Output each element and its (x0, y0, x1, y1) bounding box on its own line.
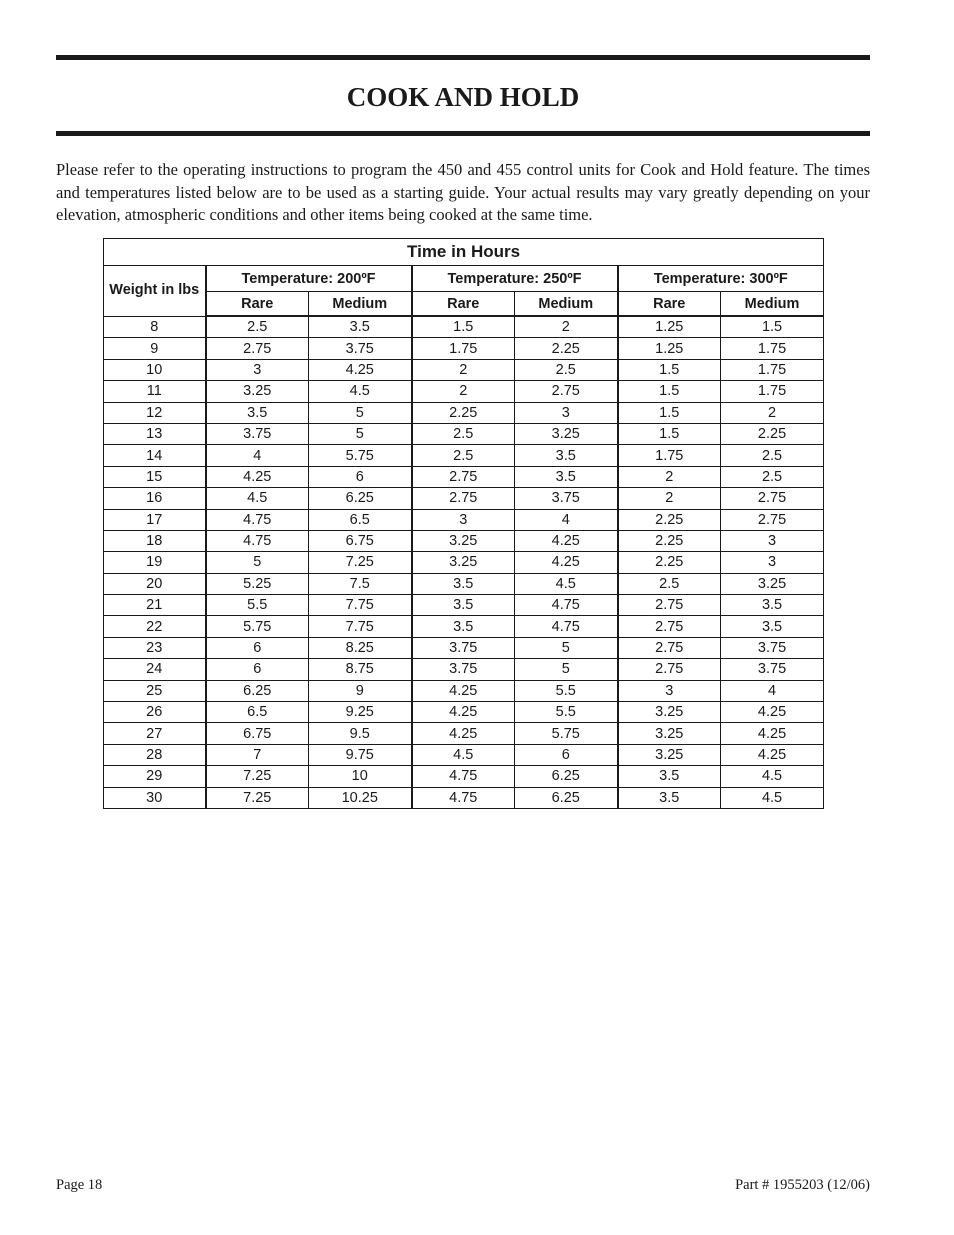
table-row (104, 488, 824, 509)
time-cell: 1.5 (618, 381, 721, 402)
time-cell: 2.75 (412, 488, 515, 509)
temp-header-200: Temperature: 200ºF (206, 266, 412, 292)
time-cell: 3.5 (412, 616, 515, 637)
time-cell: 9.25 (309, 702, 412, 723)
time-cell: 5 (309, 402, 412, 423)
time-cell: 3 (721, 530, 824, 551)
time-cell: 2.25 (515, 338, 618, 359)
table-row (104, 787, 824, 808)
weight-cell: 24 (104, 659, 206, 680)
time-cell: 3.75 (412, 659, 515, 680)
time-cell: 3.25 (412, 552, 515, 573)
time-cell: 2.75 (618, 616, 721, 637)
time-cell: 3 (412, 509, 515, 530)
time-cell: 6 (206, 659, 309, 680)
table-row (104, 744, 824, 765)
time-cell: 2 (618, 466, 721, 487)
time-cell: 3.5 (515, 466, 618, 487)
time-cell: 3.75 (515, 488, 618, 509)
time-cell: 4.25 (721, 744, 824, 765)
time-cell: 4.75 (206, 530, 309, 551)
weight-cell: 25 (104, 680, 206, 701)
time-cell: 4.25 (721, 702, 824, 723)
time-cell: 2.75 (721, 488, 824, 509)
time-cell: 4.5 (515, 573, 618, 594)
time-cell: 5.5 (515, 680, 618, 701)
time-cell: 10 (309, 766, 412, 787)
time-cell: 2.75 (515, 381, 618, 402)
time-cell: 2.5 (721, 445, 824, 466)
time-cell: 7.75 (309, 616, 412, 637)
time-cell: 9.5 (309, 723, 412, 744)
time-cell: 3.5 (412, 573, 515, 594)
time-cell: 3.75 (721, 659, 824, 680)
temp-header-250: Temperature: 250ºF (412, 266, 618, 292)
time-cell: 4.25 (309, 359, 412, 380)
table-row (104, 573, 824, 594)
table-row (104, 659, 824, 680)
time-cell: 7.75 (309, 595, 412, 616)
time-cell: 3.5 (618, 787, 721, 808)
time-cell: 4.5 (721, 787, 824, 808)
table-caption: Time in Hours (104, 239, 824, 266)
time-cell: 2 (412, 381, 515, 402)
weight-cell: 19 (104, 552, 206, 573)
time-cell: 1.75 (618, 445, 721, 466)
time-cell: 6.75 (206, 723, 309, 744)
weight-cell: 13 (104, 423, 206, 444)
time-cell: 4.5 (721, 766, 824, 787)
table-row (104, 680, 824, 701)
time-cell: 6.25 (206, 680, 309, 701)
page-title: COOK AND HOLD (346, 82, 580, 112)
weight-cell: 15 (104, 466, 206, 487)
page-number: Page 18 (56, 1177, 103, 1193)
weight-cell: 11 (104, 381, 206, 402)
time-cell: 2.25 (618, 530, 721, 551)
time-cell: 4 (721, 680, 824, 701)
time-cell: 7.5 (309, 573, 412, 594)
time-cell: 4.5 (309, 381, 412, 402)
table-row (104, 423, 824, 444)
time-cell: 5.5 (515, 702, 618, 723)
doneness-header: Medium (515, 292, 618, 317)
time-cell: 8.75 (309, 659, 412, 680)
weight-cell: 20 (104, 573, 206, 594)
time-cell: 3.5 (618, 766, 721, 787)
time-cell: 2.25 (412, 402, 515, 423)
time-cell: 1.5 (618, 402, 721, 423)
time-cell: 3.5 (309, 316, 412, 338)
time-cell: 5.75 (206, 616, 309, 637)
time-cell: 5.5 (206, 595, 309, 616)
time-cell: 1.75 (721, 338, 824, 359)
time-cell: 1.25 (618, 316, 721, 338)
time-cell: 4.25 (515, 552, 618, 573)
time-cell: 4.25 (412, 680, 515, 701)
time-cell: 4.5 (206, 488, 309, 509)
time-cell: 6 (206, 637, 309, 658)
table-row (104, 530, 824, 551)
doneness-header: Medium (309, 292, 412, 317)
time-cell: 2.25 (618, 552, 721, 573)
weight-cell: 18 (104, 530, 206, 551)
time-cell: 5.25 (206, 573, 309, 594)
time-cell: 2.5 (618, 573, 721, 594)
time-cell: 6 (515, 744, 618, 765)
weight-cell: 23 (104, 637, 206, 658)
time-cell: 3.5 (206, 402, 309, 423)
weight-cell: 9 (104, 338, 206, 359)
time-cell: 6.5 (309, 509, 412, 530)
time-cell: 2.5 (206, 316, 309, 338)
time-cell: 3.5 (515, 445, 618, 466)
weight-cell: 10 (104, 359, 206, 380)
weight-cell: 29 (104, 766, 206, 787)
weight-cell: 30 (104, 787, 206, 808)
time-cell: 4.75 (206, 509, 309, 530)
time-cell: 8.25 (309, 637, 412, 658)
table-row (104, 552, 824, 573)
table-row (104, 338, 824, 359)
time-cell: 7.25 (206, 766, 309, 787)
time-cell: 10.25 (309, 787, 412, 808)
cook-hold-table (103, 238, 824, 809)
intro-paragraph: Please refer to the operating instructions to program the 450 and 455 control units for Cook and Hold feature. The times and temperatures listed below are to be used as a starting guide. Your actual results may vary greatly depending on your elevation, atmospheric conditions and other items being cooked at the same time. (56, 160, 870, 224)
time-cell: 4.25 (721, 723, 824, 744)
weight-cell: 17 (104, 509, 206, 530)
time-cell: 1.5 (618, 423, 721, 444)
time-cell: 3.75 (309, 338, 412, 359)
time-cell: 4.75 (515, 616, 618, 637)
weight-header: Weight in lbs (104, 266, 206, 317)
time-cell: 5.75 (515, 723, 618, 744)
time-cell: 2.75 (206, 338, 309, 359)
time-cell: 2.75 (618, 637, 721, 658)
table-row (104, 381, 824, 402)
time-cell: 5 (206, 552, 309, 573)
time-cell: 2 (721, 402, 824, 423)
time-cell: 4 (206, 445, 309, 466)
time-cell: 6.25 (515, 766, 618, 787)
weight-cell: 21 (104, 595, 206, 616)
time-cell: 2 (515, 316, 618, 338)
time-cell: 3.25 (206, 381, 309, 402)
doneness-header: Medium (721, 292, 824, 317)
table-row (104, 702, 824, 723)
time-cell: 3 (515, 402, 618, 423)
time-cell: 3.25 (412, 530, 515, 551)
weight-cell: 26 (104, 702, 206, 723)
table-row (104, 445, 824, 466)
weight-cell: 22 (104, 616, 206, 637)
doneness-header: Rare (206, 292, 309, 317)
time-cell: 3.25 (515, 423, 618, 444)
time-cell: 6.5 (206, 702, 309, 723)
table-row (104, 766, 824, 787)
doneness-header: Rare (412, 292, 515, 317)
time-cell: 1.25 (618, 338, 721, 359)
temp-header-300: Temperature: 300ºF (618, 266, 824, 292)
time-cell: 3.25 (618, 702, 721, 723)
time-cell: 4.25 (515, 530, 618, 551)
time-cell: 4.75 (412, 787, 515, 808)
time-cell: 2.75 (721, 509, 824, 530)
table-row (104, 509, 824, 530)
time-cell: 2 (412, 359, 515, 380)
time-cell: 2.5 (515, 359, 618, 380)
time-cell: 4.25 (412, 723, 515, 744)
weight-cell: 27 (104, 723, 206, 744)
time-cell: 2.25 (721, 423, 824, 444)
time-cell: 3.75 (412, 637, 515, 658)
time-cell: 1.75 (721, 381, 824, 402)
time-cell: 1.5 (412, 316, 515, 338)
time-cell: 5 (515, 659, 618, 680)
part-number: Part # 1955203 (12/06) (735, 1177, 870, 1193)
time-cell: 5 (309, 423, 412, 444)
time-cell: 5.75 (309, 445, 412, 466)
time-cell: 5 (515, 637, 618, 658)
time-cell: 3.5 (721, 616, 824, 637)
table-row (104, 723, 824, 744)
time-cell: 2.25 (618, 509, 721, 530)
table-row (104, 637, 824, 658)
weight-cell: 28 (104, 744, 206, 765)
time-cell: 9.75 (309, 744, 412, 765)
table-row (104, 595, 824, 616)
time-cell: 4.25 (206, 466, 309, 487)
weight-cell: 14 (104, 445, 206, 466)
time-cell: 3 (721, 552, 824, 573)
time-cell: 2.5 (721, 466, 824, 487)
time-cell: 9 (309, 680, 412, 701)
table-row (104, 616, 824, 637)
time-cell: 3.5 (412, 595, 515, 616)
time-cell: 4.5 (412, 744, 515, 765)
time-cell: 3 (206, 359, 309, 380)
top-rule (56, 55, 870, 60)
time-cell: 6 (309, 466, 412, 487)
title-underline-rule (56, 131, 870, 136)
weight-cell: 12 (104, 402, 206, 423)
time-cell: 3.25 (618, 723, 721, 744)
time-cell: 2 (618, 488, 721, 509)
time-cell: 2.5 (412, 423, 515, 444)
time-cell: 2.75 (618, 659, 721, 680)
time-cell: 3.75 (721, 637, 824, 658)
time-cell: 6.25 (515, 787, 618, 808)
time-cell: 1.5 (721, 316, 824, 338)
time-cell: 2.75 (412, 466, 515, 487)
time-cell: 7.25 (206, 787, 309, 808)
time-cell: 4.25 (412, 702, 515, 723)
time-cell: 7.25 (309, 552, 412, 573)
time-cell: 4.75 (412, 766, 515, 787)
time-cell: 1.75 (412, 338, 515, 359)
time-cell: 2.5 (412, 445, 515, 466)
time-cell: 3.5 (721, 595, 824, 616)
table-row (104, 359, 824, 380)
table-row (104, 316, 824, 338)
time-cell: 6.25 (309, 488, 412, 509)
time-cell: 6.75 (309, 530, 412, 551)
time-cell: 4.75 (515, 595, 618, 616)
time-cell: 2.75 (618, 595, 721, 616)
doneness-header: Rare (618, 292, 721, 317)
time-cell: 7 (206, 744, 309, 765)
time-cell: 3.25 (618, 744, 721, 765)
time-cell: 1.75 (721, 359, 824, 380)
weight-cell: 8 (104, 316, 206, 338)
time-cell: 3.75 (206, 423, 309, 444)
table-row (104, 466, 824, 487)
time-cell: 3 (618, 680, 721, 701)
time-cell: 3.25 (721, 573, 824, 594)
table-row (104, 402, 824, 423)
time-cell: 4 (515, 509, 618, 530)
weight-cell: 16 (104, 488, 206, 509)
time-cell: 1.5 (618, 359, 721, 380)
